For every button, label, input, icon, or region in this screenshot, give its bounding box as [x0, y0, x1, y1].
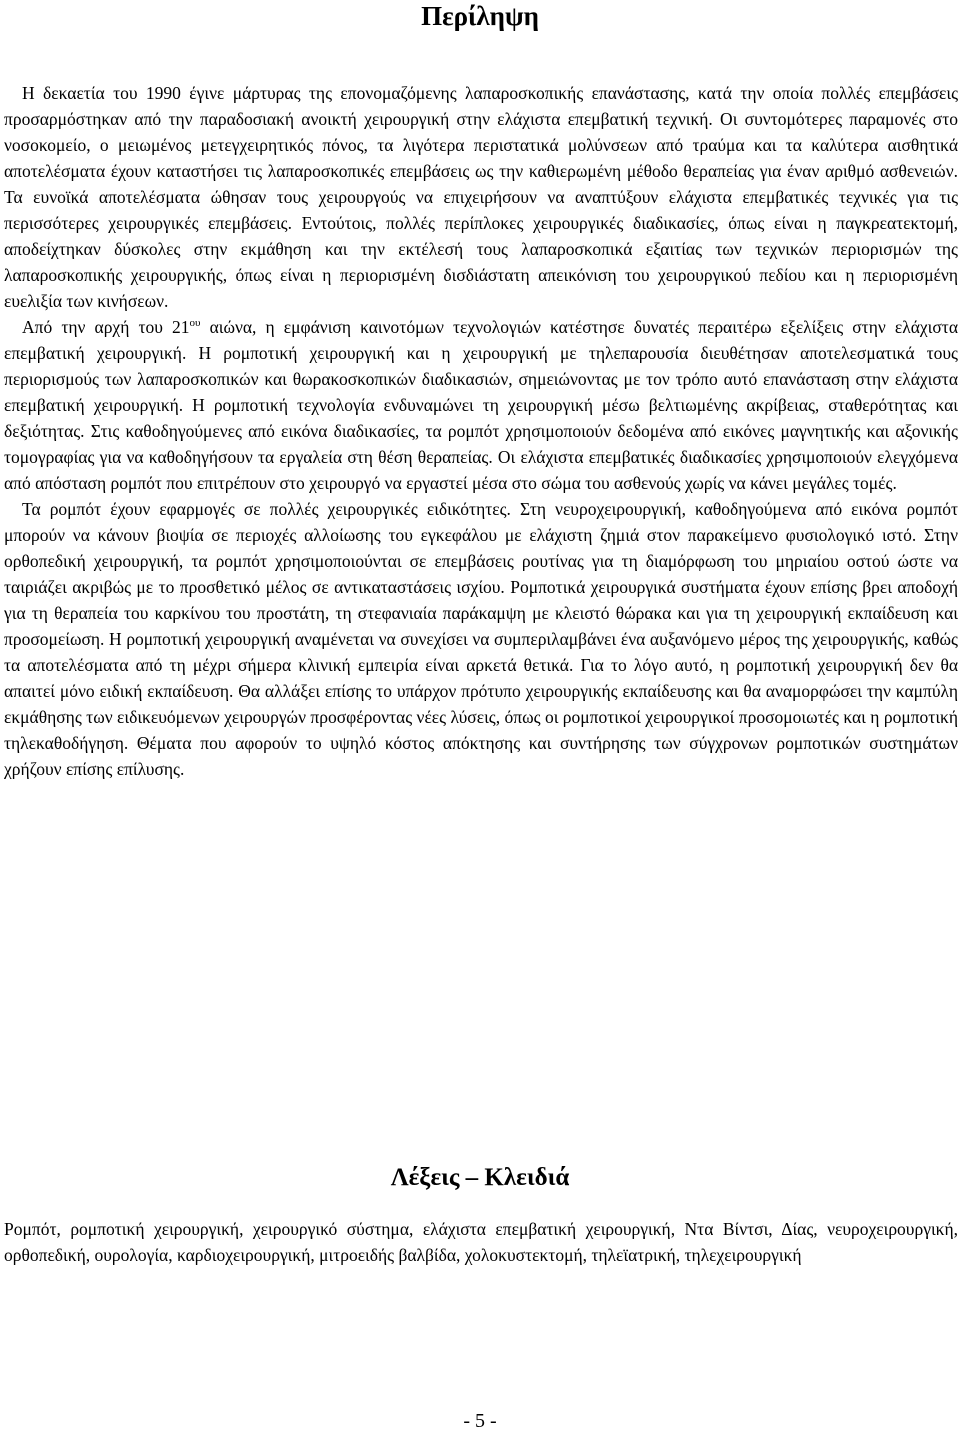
keywords-section — [4, 1216, 958, 1268]
paragraph-2-rest: αιώνα, η εμφάνιση καινοτόμων τεχνολογιών κατέστησε δυνατές περαιτέρω εξελίξεις στην ελάχιστα επεμβατική χειρουργική. Η ρομποτική χειρουργική και η χειρουργική με τηλεπαρουσία διευθέτησαν αποτελεσματικά τους περιορισμούς των λαπαροσκοπικών και θωρακοσκοπικών διαδικασιών, σημειώνοντας με τον τρόπο αυτό επανάσταση στην ελάχιστα επεμβατική χειρουργική. Η ρομποτική τεχνολογία ενδυναμώνει τη χειρουργική μέσω βελτιωμένης ακρίβειας, σταθερότητας και δεξιότητας. Στις καθοδηγούμενες από εικόνα διαδικασίες, τα ρομπότ χρησιμοποιούν δεδομένα από εικόνες μαγνητικής και αξονικής τομογραφίας για να καθοδηγήσουν τα εργαλεία στη θέση θεραπείας. Οι ελάχιστα επεμβατικές διαδικασίες χρησιμοποιούν ελεγχόμενα από απόσταση ρομπότ που επιτρέπουν στο χειρουργό να εργαστεί μέσα στο σώμα του ασθενούς χωρίς να κάνει μεγάλες τομές. — [4, 317, 958, 493]
keywords-heading: Λέξεις – Κλειδιά — [390, 1164, 570, 1191]
abstract-paragraph-2 — [4, 314, 958, 496]
century-ordinal-superscript: ου — [189, 317, 201, 329]
page-title: Περίληψη — [421, 1, 539, 31]
abstract-body — [4, 80, 958, 782]
paragraph-2-lead: Από την αρχή του 21 — [22, 317, 190, 337]
abstract-paragraph-1: Η δεκαετία του 1990 έγινε μάρτυρας της επονομαζόμενης λαπαροσκοπικής επανάστασης, κατά την οποία πολλές επεμβάσεις προσαρμόστηκαν από την παραδοσιακή ανοικτή χειρουργική στην ελάχιστα επεμβατική τεχνική. Οι συντομότερες παραμονές στο νοσοκομείο, ο μειωμένος μετεγχειρητικός πόνος, τα λιγότερα περιστατικά μολύνσεων από τραύμα και τα καλύτερα αισθητικά αποτελέσματα έχουν καταστήσει τις λαπαροσκοπικές επεμβάσεις ως την καθιερωμένη μέθοδο θεραπείας για έναν αριθμό ασθενειών. Τα ευνοϊκά αποτελέσματα ώθησαν τους χειρουργούς να επιχειρήσουν να αναπτύξουν ελάχιστα επεμβατικές τεχνικές για τις περισσότερες χειρουργικές επεμβάσεις. Εντούτοις, πολλές περίπλοκες χειρουργικές διαδικασίες, όπως είναι η παγκρεατεκτομή, αποδείχτηκαν δύσκολες στην εκμάθηση και την εκτέλεσή τους λαπαροσκοπικά εξαιτίας των τεχνικών περιορισμών της λαπαροσκοπικής χειρουργικής, όπως είναι η περιορισμένη δισδιάστατη απεικόνιση του χειρουργικού πεδίου και η περιορισμένη ευελιξία των κινήσεων. — [4, 83, 958, 311]
abstract-paragraph-3: Τα ρομπότ έχουν εφαρμογές σε πολλές χειρουργικές ειδικότητες. Στη νευροχειρουργική, καθοδηγούμενα από εικόνα ρομπότ μπορούν να κάνουν βιοψία σε περιοχές αλλοίωσης του εγκεφάλου με ελάχιστη ζημιά στον παρακείμενο φυσιολογικό ιστό. Στην ορθοπεδική χειρουργική, τα ρομπότ χρησιμοποιούνται σε επεμβάσεις ρουτίνας για τη διαμόρφωση του μηριαίου οστού ώστε να ταιριάζει ακριβώς με το προσθετικό μέλος σε αντικαταστάσεις ισχίου. Ρομποτικά χειρουργικά συστήματα έχουν επίσης βρει αποδοχή για τη θεραπεία του καρκίνου του προστάτη, τη στεφανιαία παράκαμψη με κλειστό θώρακα και για τη χειρουργική εκπαίδευση και προσομείωση. Η ρομποτική χειρουργική αναμένεται να συνεχίσει να συμπεριλαμβάνει ένα αυξανόμενο μέρος της χειρουργικής, καθώς τα αποτελέσματα από τη μέχρι σήμερα κλινική εμπειρία είναι αρκετά θετικά. Για το λόγο αυτό, η ρομποτική χειρουργική δεν θα απαιτεί μόνο ειδική εκπαίδευση. Θα αλλάξει επίσης το υπάρχον πρότυπο χειρουργικής εκπαίδευσης και θα αναμορφώσει την καμπύλη εκμάθησης των ειδικευόμενων χειρουργών προσφέροντας νέες λύσεις, όπως οι ρομποτικοί χειρουργικοί προσομοιωτές και η ρομποτική τηλεκαθοδήγηση. Θέματα που αφορούν το υψηλό κόστος απόκτησης και συντήρησης των σύγχρονων ρομποτικών συστημάτων χρήζουν επίσης επίλυσης. — [4, 499, 958, 779]
page-number: - 5 - — [463, 1410, 497, 1432]
keywords-text: Ρομπότ, ρομποτική χειρουργική, χειρουργικό σύστημα, ελάχιστα επεμβατική χειρουργική, Ντα Βίντσι, Δίας, νευροχειρουργική, ορθοπεδική, ουρολογία, καρδιοχειρουργική, μιτροειδής βαλβίδα, χολοκυστεκτομή, τηλεϊατρική, τηλεχειρουργική — [4, 1219, 958, 1265]
